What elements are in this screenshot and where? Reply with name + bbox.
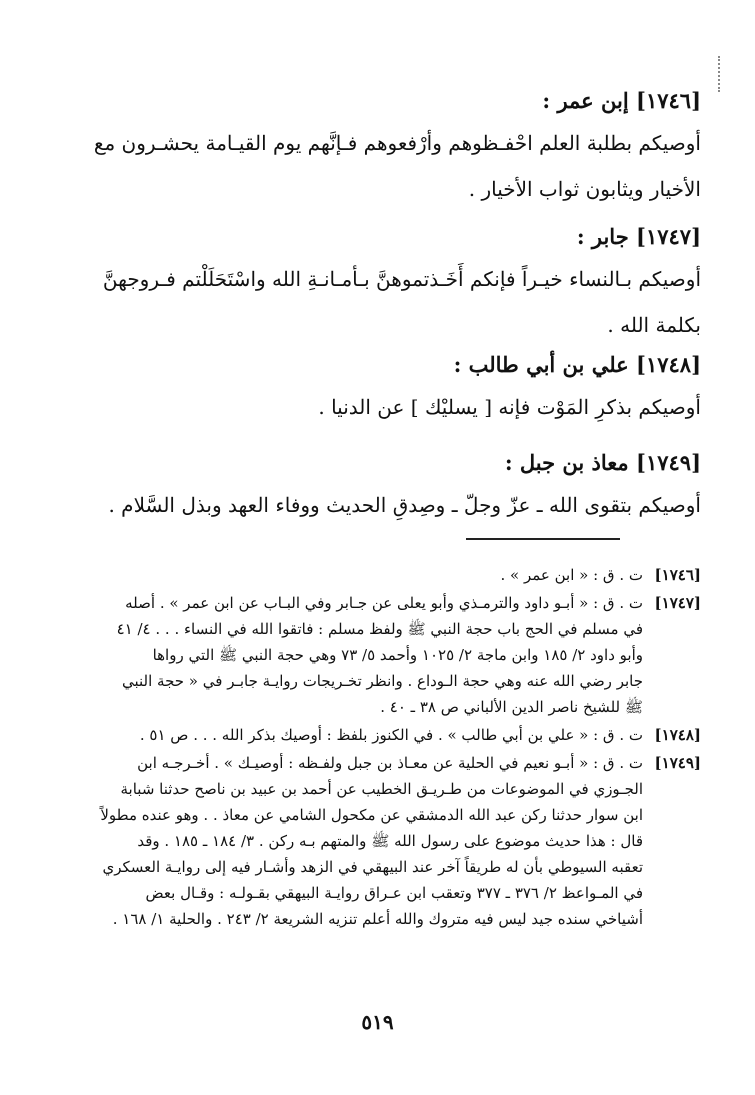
entry-heading: [١٧٤٨] علي بن أبي طالب : xyxy=(453,352,701,377)
footnote-line: جابر رضي الله عنه وهي حجة الـوداع . وانظر تخـريجات روايـة جابـر في « حجة النبي xyxy=(121,672,643,690)
footnote-line: في المـواعظ ٢/ ٣٧٦ ـ ٣٧٧ وتعقب ابن عـراق روايـة البيهقي بقـولـه : وقـال بعض xyxy=(145,884,643,902)
footnote-1747 xyxy=(51,590,701,720)
footnote-line: أشياخي سنده جيد ليس فيه متروك والله أعلم تنزيه الشريعة ٢/ ٢٤٣ . والحلية ١/ ١٦٨ . xyxy=(112,910,643,928)
entry-line: أوصيكم بـالنساء خيـراً فإنكم أَخَـذتموهنَّ بـأمـانـةِ الله واسْتَحَلَلْتم فـروجهنَّ xyxy=(102,267,701,291)
footnote-text xyxy=(51,562,643,588)
footnote-line: قال : هذا حديث موضوع على رسول الله ﷺ والمتهم بـه ركن . ٣/ ١٨٤ ـ ١٨٥ . وقد xyxy=(137,832,643,850)
footnote-line: في مسلم في الحج باب حجة النبي ﷺ ولفظ مسلم : فاتقوا الله في النساء . . . ٤/ ٤١ xyxy=(116,620,643,638)
entry-1747 xyxy=(61,222,701,348)
entry-line: الأخيار ويثابون ثواب الأخيار . xyxy=(468,177,701,201)
entry-heading: [١٧٤٧] جابر : xyxy=(576,224,701,249)
footnote-line: ت . ق : « أبـو نعيم في الحلية عن معـاذ بن جبل ولفـظه : أوصيـك » . أخـرجـه ابن xyxy=(137,754,643,772)
entry-text xyxy=(61,384,701,430)
footnote-line: الجـوزي في الموضوعات من طـريـق الخطيب عن أحمد بن عبيد بن ناصح حدثنا شبابة xyxy=(120,780,643,798)
footnote-1749 xyxy=(51,750,701,932)
entry-1746 xyxy=(61,86,701,212)
footnote-text xyxy=(51,750,643,932)
entry-line: أوصيكم بتقوى الله ـ عزّ وجلّ ـ وصِدقِ الحديث ووفاء العهد وبذل السَّلام . xyxy=(108,493,701,517)
footnote-line: ﷺ للشيخ ناصر الدين الألباني ص ٣٨ ـ ٤٠ . xyxy=(380,698,643,716)
footnote-line: ابن سوار حدثنا ركن عبد الله الدمشقي عن مكحول الشامي عن معاذ . . وهو عنده مطولاً xyxy=(100,806,643,824)
entry-text xyxy=(61,256,701,348)
entry-line: أوصيكم بذكرِ المَوْت فإنه [ يسليْك ] عن الدنيا . xyxy=(318,395,701,419)
footnote-line: وأبو داود ٢/ ١٨٥ وابن ماجة ٢/ ١٠٢٥ وأحمد ٥/ ٧٣ وهي حجة النبي ﷺ التي رواها xyxy=(152,646,643,664)
footnote-1748 xyxy=(51,722,701,748)
footnote-text xyxy=(51,722,643,748)
footnote-number: [١٧٤٧] xyxy=(654,594,701,612)
footnotes xyxy=(51,562,701,932)
entry-text xyxy=(61,120,701,212)
entry-1749 xyxy=(61,448,701,528)
footnote-number: [١٧٤٨] xyxy=(654,726,701,744)
entry-heading: [١٧٤٦] إبن عمر : xyxy=(542,88,701,113)
footnote-line: ت . ق : « ابن عمر » . xyxy=(500,566,643,584)
entry-heading: [١٧٤٩] معاذ بن جبل : xyxy=(504,450,701,475)
footnote-line: تعقبه السيوطي بأن له طريقاً آخر عند البيهقي في الزهد وأشـار فيه إلى روايـة العسكري xyxy=(102,858,643,876)
entry-1748 xyxy=(61,350,701,430)
entry-text xyxy=(61,482,701,528)
margin-mark xyxy=(718,56,722,92)
entry-line: أوصيكم بطلبة العلم احْفـظوهم وأرْفعوهم فـإنَّهم يوم القيـامة يحشـرون مع xyxy=(93,131,701,155)
footnote-number: [١٧٤٦] xyxy=(654,566,701,584)
footnote-text xyxy=(51,590,643,720)
footnote-line: ت . ق : « علي بن أبي طالب » . في الكنوز بلفظ : أوصيك بذكر الله . . . ص ٥١ . xyxy=(139,726,643,744)
footnote-divider xyxy=(466,538,620,540)
page-number: ٥١٩ xyxy=(361,1010,394,1034)
footnote-1746 xyxy=(51,562,701,588)
footnote-number: [١٧٤٩] xyxy=(654,754,701,772)
entry-line: بكلمة الله . xyxy=(607,313,701,337)
footnote-line: ت . ق : « أبـو داود والترمـذي وأبو يعلى عن جـابر وفي البـاب عن ابن عمر » . أصله xyxy=(125,594,643,612)
